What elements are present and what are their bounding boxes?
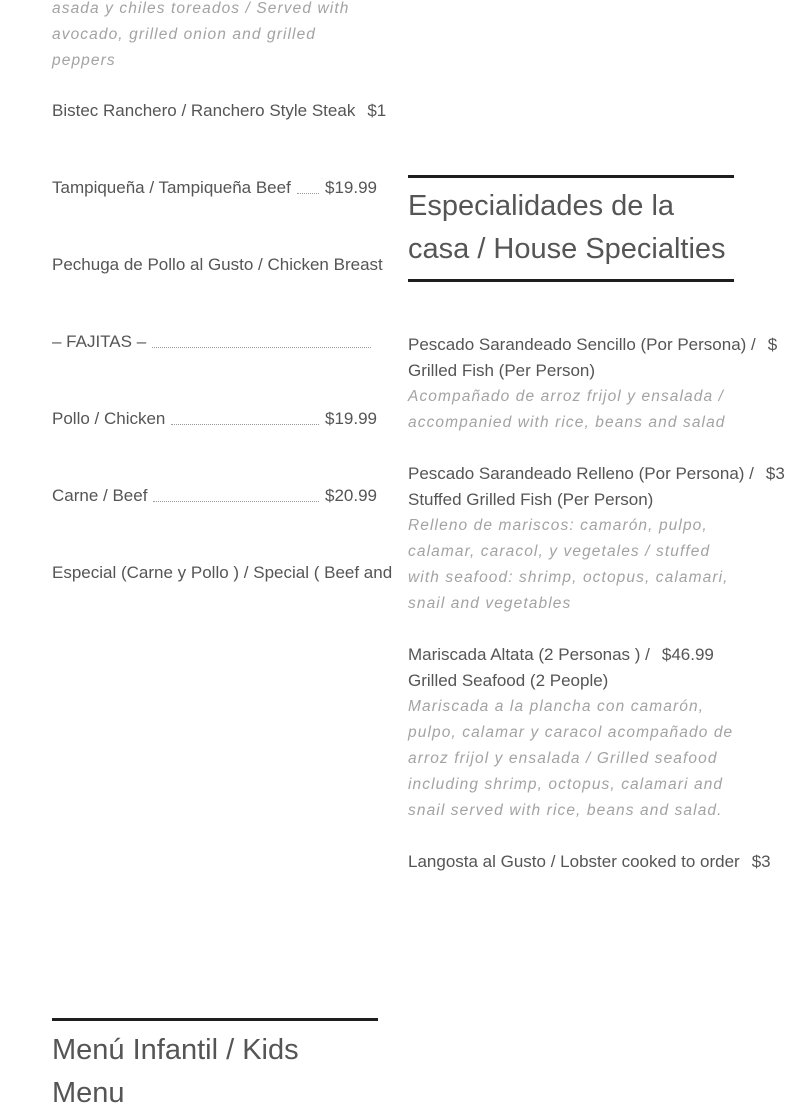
item-name: Tampiqueña / Tampiqueña Beef	[52, 178, 291, 197]
section-rule-top	[408, 175, 734, 178]
item-name: Langosta al Gusto / Lobster cooked to order	[408, 852, 740, 871]
item-price: $19.99	[325, 178, 377, 197]
item-price: $	[767, 335, 778, 354]
section-heading-kids-menu: Menú Infantil / Kids Menu	[52, 1034, 299, 1109]
menu-item-carne	[52, 483, 377, 509]
menu-item-pescado-sencillo: Pescado Sarandeado Sencillo (Por Persona) / $ Grilled Fish (Per Person)	[408, 332, 785, 384]
item-name: Carne / Beef	[52, 486, 148, 505]
menu-item-mariscada-altata: Mariscada Altata (2 Personas ) / $46.99 Grilled Seafood (2 People)	[408, 642, 785, 694]
item-price: $46.99	[661, 645, 714, 664]
menu-item-especial	[52, 560, 394, 586]
item-name: Pechuga de Pollo al Gusto / Chicken Breast	[52, 255, 383, 274]
menu-item-tampiquena	[52, 175, 377, 201]
item-price: $3	[765, 464, 785, 483]
section-rule-bottom	[408, 279, 734, 282]
item-description: Mariscada a la plancha con camarón, pulpo, calamar y caracol acompañado de arroz frijol y ensalada / Grilled seafood including shrimp, octopus, calamari and snail served with rice, beans and salad.	[408, 698, 734, 819]
section-heading-house-specialties: Especialidades de la casa / House Specialties	[408, 190, 726, 265]
item-price: $1	[367, 101, 387, 120]
item-name: Pescado Sarandeado Relleno (Por Persona) / $3	[408, 464, 785, 483]
item-name: Mariscada Altata (2 Personas ) / $46.99	[408, 645, 714, 664]
section-rule-top	[52, 1018, 378, 1021]
item-name: Pollo / Chicken	[52, 409, 166, 428]
dot-leader	[152, 346, 371, 348]
menu-item-pollo	[52, 406, 377, 432]
item-name: Bistec Ranchero / Ranchero Style Steak	[52, 101, 356, 120]
item-description: Relleno de mariscos: camarón, pulpo, calamar, caracol, y vegetales / stuffed with seafood: shrimp, octopus, calamari, snail and vegetables	[408, 517, 729, 612]
item-price: $19.99	[325, 409, 377, 428]
menu-item-fajitas	[52, 329, 377, 355]
item-description: Acompañado de arroz frijol y ensalada / accompanied with rice, beans and salad	[408, 388, 726, 431]
item-name: – FAJITAS –	[52, 332, 147, 351]
item-name: Especial (Carne y Pollo ) / Special ( Beef and	[52, 563, 393, 582]
dot-leader	[297, 192, 319, 194]
item-description: asada y chiles toreados / Served with avocado, grilled onion and grilled peppers	[52, 0, 350, 69]
item-name: Pescado Sarandeado Sencillo (Por Persona) / $	[408, 335, 778, 354]
item-price: $3	[751, 852, 771, 871]
dot-leader	[153, 500, 319, 502]
dot-leader	[171, 423, 319, 425]
menu-item-bistec	[52, 98, 394, 124]
menu-item-pescado-relleno: Pescado Sarandeado Relleno (Por Persona) / $3 Stuffed Grilled Fish (Per Person)	[408, 461, 785, 513]
menu-item-pechuga	[52, 252, 394, 278]
menu-item-langosta	[408, 849, 785, 875]
item-price: $20.99	[325, 486, 377, 505]
